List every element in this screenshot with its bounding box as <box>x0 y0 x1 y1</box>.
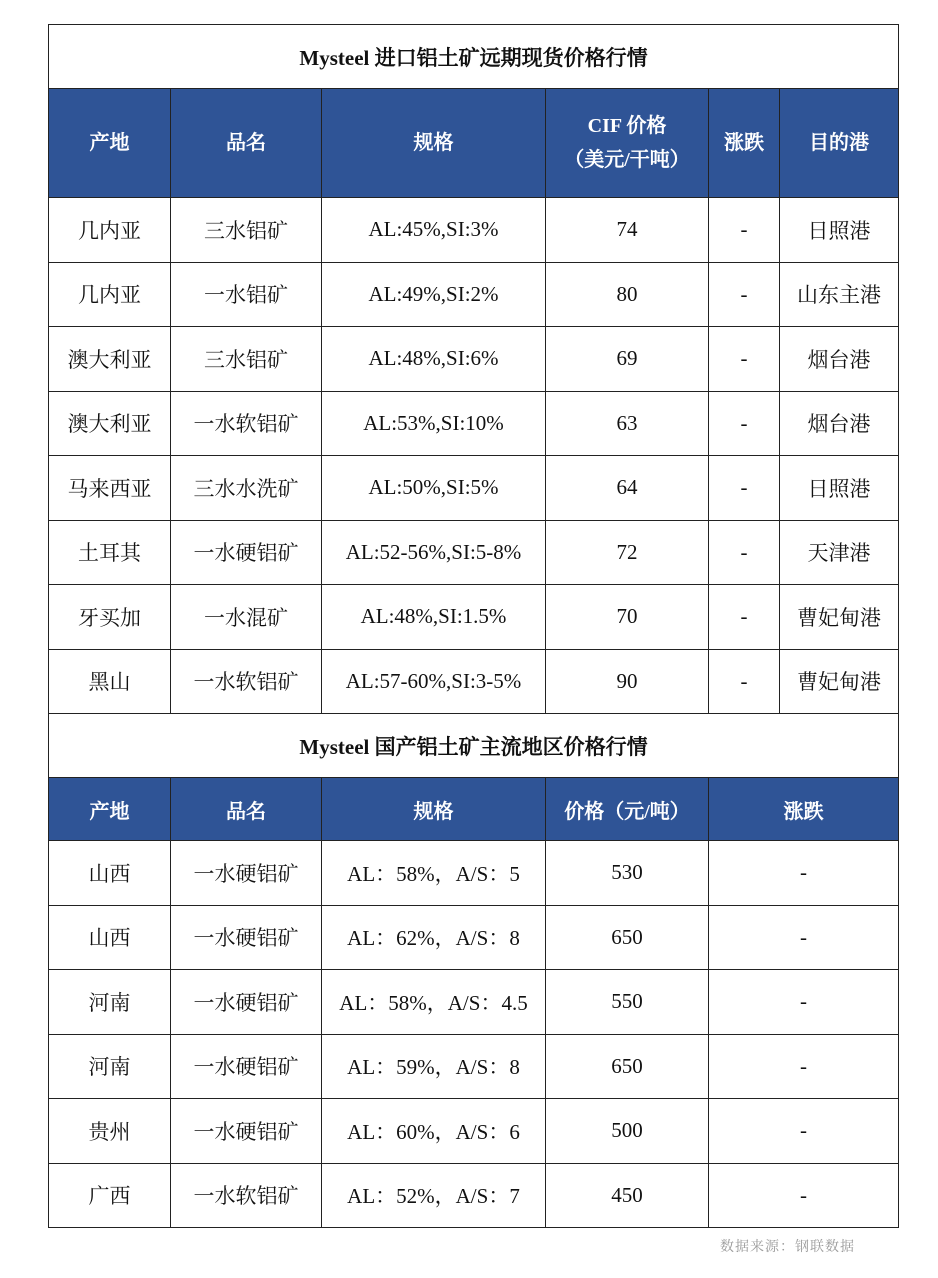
table-row <box>49 262 899 327</box>
table-row <box>49 649 899 714</box>
table-row <box>49 1099 899 1164</box>
import-section-title: Mysteel 进口铝土矿远期现货价格行情 <box>49 25 899 89</box>
cell-change: - <box>709 841 899 906</box>
cell-port: 曹妃甸港 <box>780 649 899 714</box>
cell-change: - <box>709 456 780 521</box>
cell-port: 烟台港 <box>780 391 899 456</box>
cell-change: - <box>709 649 780 714</box>
cell-origin: 山西 <box>49 841 171 906</box>
header-port: 目的港 <box>780 89 899 198</box>
header-change: 涨跌 <box>709 89 780 198</box>
table-row <box>49 1034 899 1099</box>
cell-origin: 澳大利亚 <box>49 327 171 392</box>
cell-port: 日照港 <box>780 198 899 263</box>
cell-port: 烟台港 <box>780 327 899 392</box>
import-section-title-row <box>49 25 899 89</box>
cell-spec: AL:49%,SI:2% <box>322 262 546 327</box>
table-row <box>49 456 899 521</box>
header-change: 涨跌 <box>709 778 899 841</box>
cell-change: - <box>709 262 780 327</box>
cell-port: 天津港 <box>780 520 899 585</box>
cell-spec: AL:52-56%,SI:5-8% <box>322 520 546 585</box>
cell-origin: 山西 <box>49 905 171 970</box>
cell-change: - <box>709 1034 899 1099</box>
cell-origin: 广西 <box>49 1163 171 1228</box>
cell-product: 三水铝矿 <box>171 198 322 263</box>
header-spec: 规格 <box>322 89 546 198</box>
cell-spec: AL：60%，A/S：6 <box>322 1099 546 1164</box>
table-row <box>49 585 899 650</box>
cell-spec: AL:57-60%,SI:3-5% <box>322 649 546 714</box>
table-row <box>49 841 899 906</box>
cell-change: - <box>709 1099 899 1164</box>
cell-origin: 牙买加 <box>49 585 171 650</box>
cell-product: 一水硬铝矿 <box>171 1034 322 1099</box>
header-cif-price <box>546 89 709 198</box>
cell-price: 72 <box>546 520 709 585</box>
cell-price: 90 <box>546 649 709 714</box>
cell-spec: AL:48%,SI:6% <box>322 327 546 392</box>
cell-origin: 马来西亚 <box>49 456 171 521</box>
cell-price: 650 <box>546 1034 709 1099</box>
table-row <box>49 198 899 263</box>
cell-change: - <box>709 1163 899 1228</box>
cell-product: 三水铝矿 <box>171 327 322 392</box>
cell-spec: AL：59%，A/S：8 <box>322 1034 546 1099</box>
cell-spec: AL:53%,SI:10% <box>322 391 546 456</box>
cell-price: 69 <box>546 327 709 392</box>
cell-price: 530 <box>546 841 709 906</box>
domestic-header-row <box>49 778 899 841</box>
cell-port: 曹妃甸港 <box>780 585 899 650</box>
table-row <box>49 391 899 456</box>
cell-product: 一水软铝矿 <box>171 1163 322 1228</box>
cell-spec: AL:48%,SI:1.5% <box>322 585 546 650</box>
cell-price: 550 <box>546 970 709 1035</box>
table-row <box>49 970 899 1035</box>
cell-product: 一水混矿 <box>171 585 322 650</box>
cell-product: 一水硬铝矿 <box>171 905 322 970</box>
cell-origin: 澳大利亚 <box>49 391 171 456</box>
cell-spec: AL:50%,SI:5% <box>322 456 546 521</box>
header-origin: 产地 <box>49 89 171 198</box>
header-origin: 产地 <box>49 778 171 841</box>
cell-change: - <box>709 905 899 970</box>
cell-change: - <box>709 391 780 456</box>
header-product: 品名 <box>171 778 322 841</box>
cell-spec: AL：58%，A/S：4.5 <box>322 970 546 1035</box>
header-cif-price-line2: （美元/干吨） <box>564 149 690 171</box>
cell-change: - <box>709 970 899 1035</box>
cell-origin: 几内亚 <box>49 262 171 327</box>
header-cif-price-line1: CIF 价格 <box>587 115 667 137</box>
table-row <box>49 905 899 970</box>
table-row <box>49 1163 899 1228</box>
cell-origin: 几内亚 <box>49 198 171 263</box>
cell-origin: 河南 <box>49 970 171 1035</box>
data-source-note: 数据来源：钢联数据 <box>720 1239 855 1255</box>
cell-price: 74 <box>546 198 709 263</box>
cell-product: 一水软铝矿 <box>171 391 322 456</box>
cell-product: 一水硬铝矿 <box>171 1099 322 1164</box>
domestic-section-title-row <box>49 714 899 778</box>
table-row <box>49 520 899 585</box>
cell-origin: 土耳其 <box>49 520 171 585</box>
cell-price: 500 <box>546 1099 709 1164</box>
cell-price: 80 <box>546 262 709 327</box>
import-header-row <box>49 89 899 198</box>
cell-price: 450 <box>546 1163 709 1228</box>
cell-product: 一水软铝矿 <box>171 649 322 714</box>
cell-price: 70 <box>546 585 709 650</box>
cell-origin: 贵州 <box>49 1099 171 1164</box>
cell-spec: AL：62%，A/S：8 <box>322 905 546 970</box>
cell-product: 三水水洗矿 <box>171 456 322 521</box>
header-product: 品名 <box>171 89 322 198</box>
table-row <box>49 327 899 392</box>
cell-product: 一水铝矿 <box>171 262 322 327</box>
cell-spec: AL：58%，A/S：5 <box>322 841 546 906</box>
price-table <box>48 24 899 1228</box>
cell-price: 63 <box>546 391 709 456</box>
header-spec: 规格 <box>322 778 546 841</box>
header-price: 价格（元/吨） <box>546 778 709 841</box>
cell-origin: 黑山 <box>49 649 171 714</box>
cell-price: 650 <box>546 905 709 970</box>
cell-product: 一水硬铝矿 <box>171 841 322 906</box>
cell-product: 一水硬铝矿 <box>171 520 322 585</box>
cell-port: 日照港 <box>780 456 899 521</box>
cell-change: - <box>709 198 780 263</box>
cell-change: - <box>709 585 780 650</box>
cell-spec: AL:45%,SI:3% <box>322 198 546 263</box>
cell-spec: AL：52%，A/S：7 <box>322 1163 546 1228</box>
cell-port: 山东主港 <box>780 262 899 327</box>
cell-origin: 河南 <box>49 1034 171 1099</box>
cell-price: 64 <box>546 456 709 521</box>
cell-change: - <box>709 520 780 585</box>
cell-product: 一水硬铝矿 <box>171 970 322 1035</box>
cell-change: - <box>709 327 780 392</box>
domestic-section-title: Mysteel 国产铝土矿主流地区价格行情 <box>49 714 899 778</box>
